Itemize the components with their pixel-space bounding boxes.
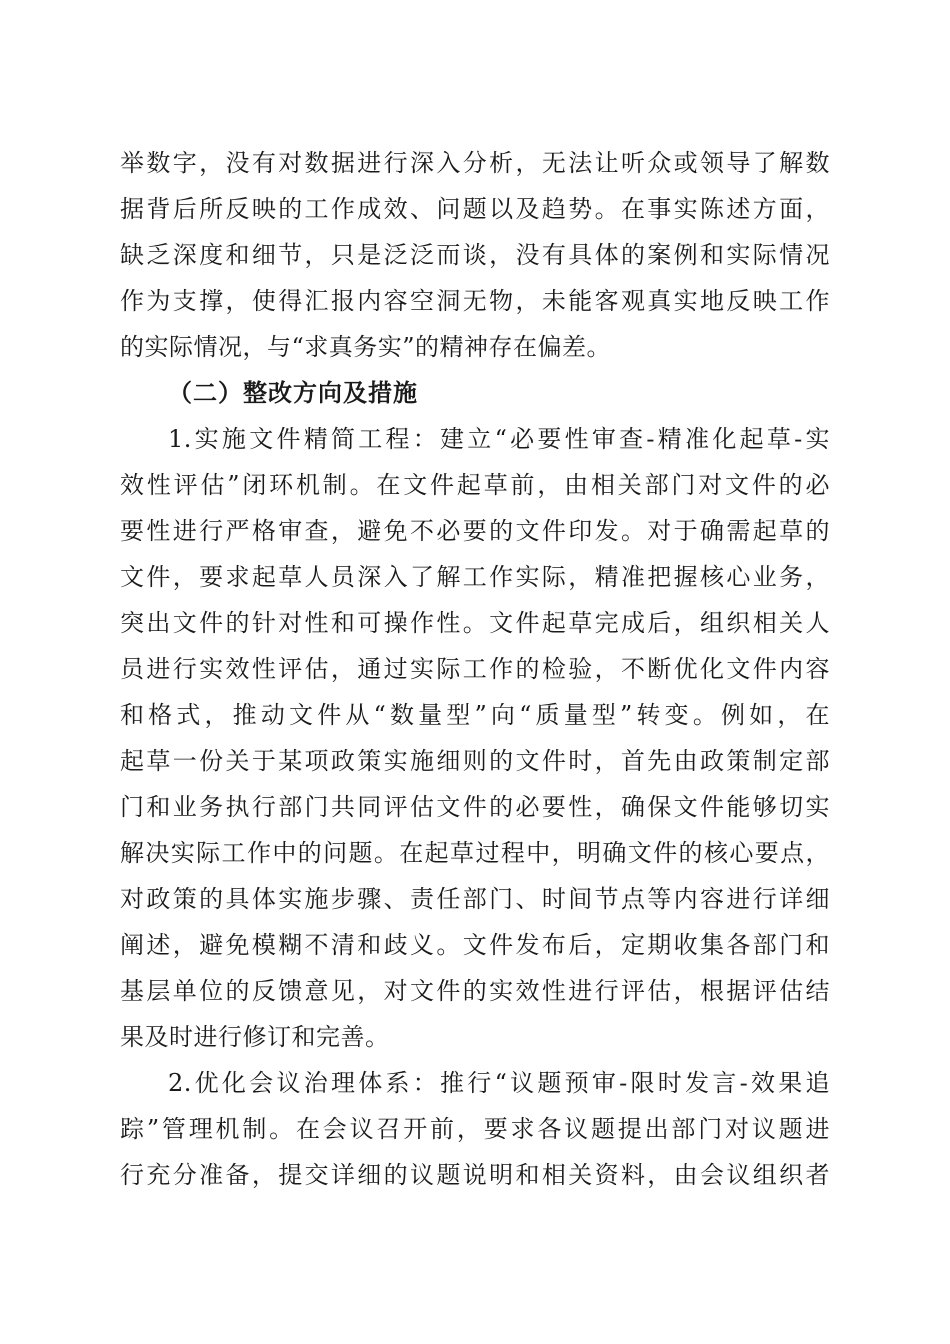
section-heading: （二）整改方向及措施 (168, 379, 418, 407)
paragraph-2-line: 起草一份关于某项政策实施细则的文件时，首先由政策制定部 (120, 747, 830, 775)
paragraph-1-line: 缺乏深度和细节，只是泛泛而谈，没有具体的案例和实际情况 (120, 241, 830, 269)
paragraph-2-line: 阐述，避免模糊不清和歧义。文件发布后，定期收集各部门和 (120, 931, 830, 959)
paragraph-2-line: 要性进行严格审查，避免不必要的文件印发。对于确需起草的 (120, 517, 830, 545)
paragraph-2-line: 和格式，推动文件从“数量型”向“质量型”转变。例如，在 (120, 701, 830, 729)
paragraph-1-line: 举数字，没有对数据进行深入分析，无法让听众或领导了解数 (120, 149, 830, 177)
paragraph-2-line: 效性评估”闭环机制。在文件起草前，由相关部门对文件的必 (120, 471, 830, 499)
paragraph-3-line: 2.优化会议治理体系：推行“议题预审-限时发言-效果追 (168, 1069, 830, 1097)
paragraph-3-line: 行充分准备，提交详细的议题说明和相关资料，由会议组织者 (120, 1161, 830, 1189)
paragraph-2-line: 员进行实效性评估，通过实际工作的检验，不断优化文件内容 (120, 655, 830, 683)
paragraph-2-line: 1.实施文件精简工程：建立“必要性审查-精准化起草-实 (168, 425, 830, 453)
paragraph-2-line: 对政策的具体实施步骤、责任部门、时间节点等内容进行详细 (120, 885, 830, 913)
paragraph-1-line: 据背后所反映的工作成效、问题以及趋势。在事实陈述方面， (120, 195, 830, 223)
paragraph-2-line: 文件，要求起草人员深入了解工作实际，精准把握核心业务， (120, 563, 830, 591)
paragraph-2-line: 突出文件的针对性和可操作性。文件起草完成后，组织相关人 (120, 609, 830, 637)
paragraph-3-line: 踪”管理机制。在会议召开前，要求各议题提出部门对议题进 (120, 1115, 830, 1143)
paragraph-1-line: 的实际情况，与“求真务实”的精神存在偏差。 (120, 333, 612, 361)
paragraph-1-line: 作为支撑，使得汇报内容空洞无物，未能客观真实地反映工作 (120, 287, 830, 315)
paragraph-2-line: 果及时进行修订和完善。 (120, 1023, 390, 1051)
paragraph-2-line: 门和业务执行部门共同评估文件的必要性，确保文件能够切实 (120, 793, 830, 821)
paragraph-2-line: 解决实际工作中的问题。在起草过程中，明确文件的核心要点， (120, 839, 830, 867)
paragraph-2-line: 基层单位的反馈意见，对文件的实效性进行评估，根据评估结 (120, 977, 830, 1005)
